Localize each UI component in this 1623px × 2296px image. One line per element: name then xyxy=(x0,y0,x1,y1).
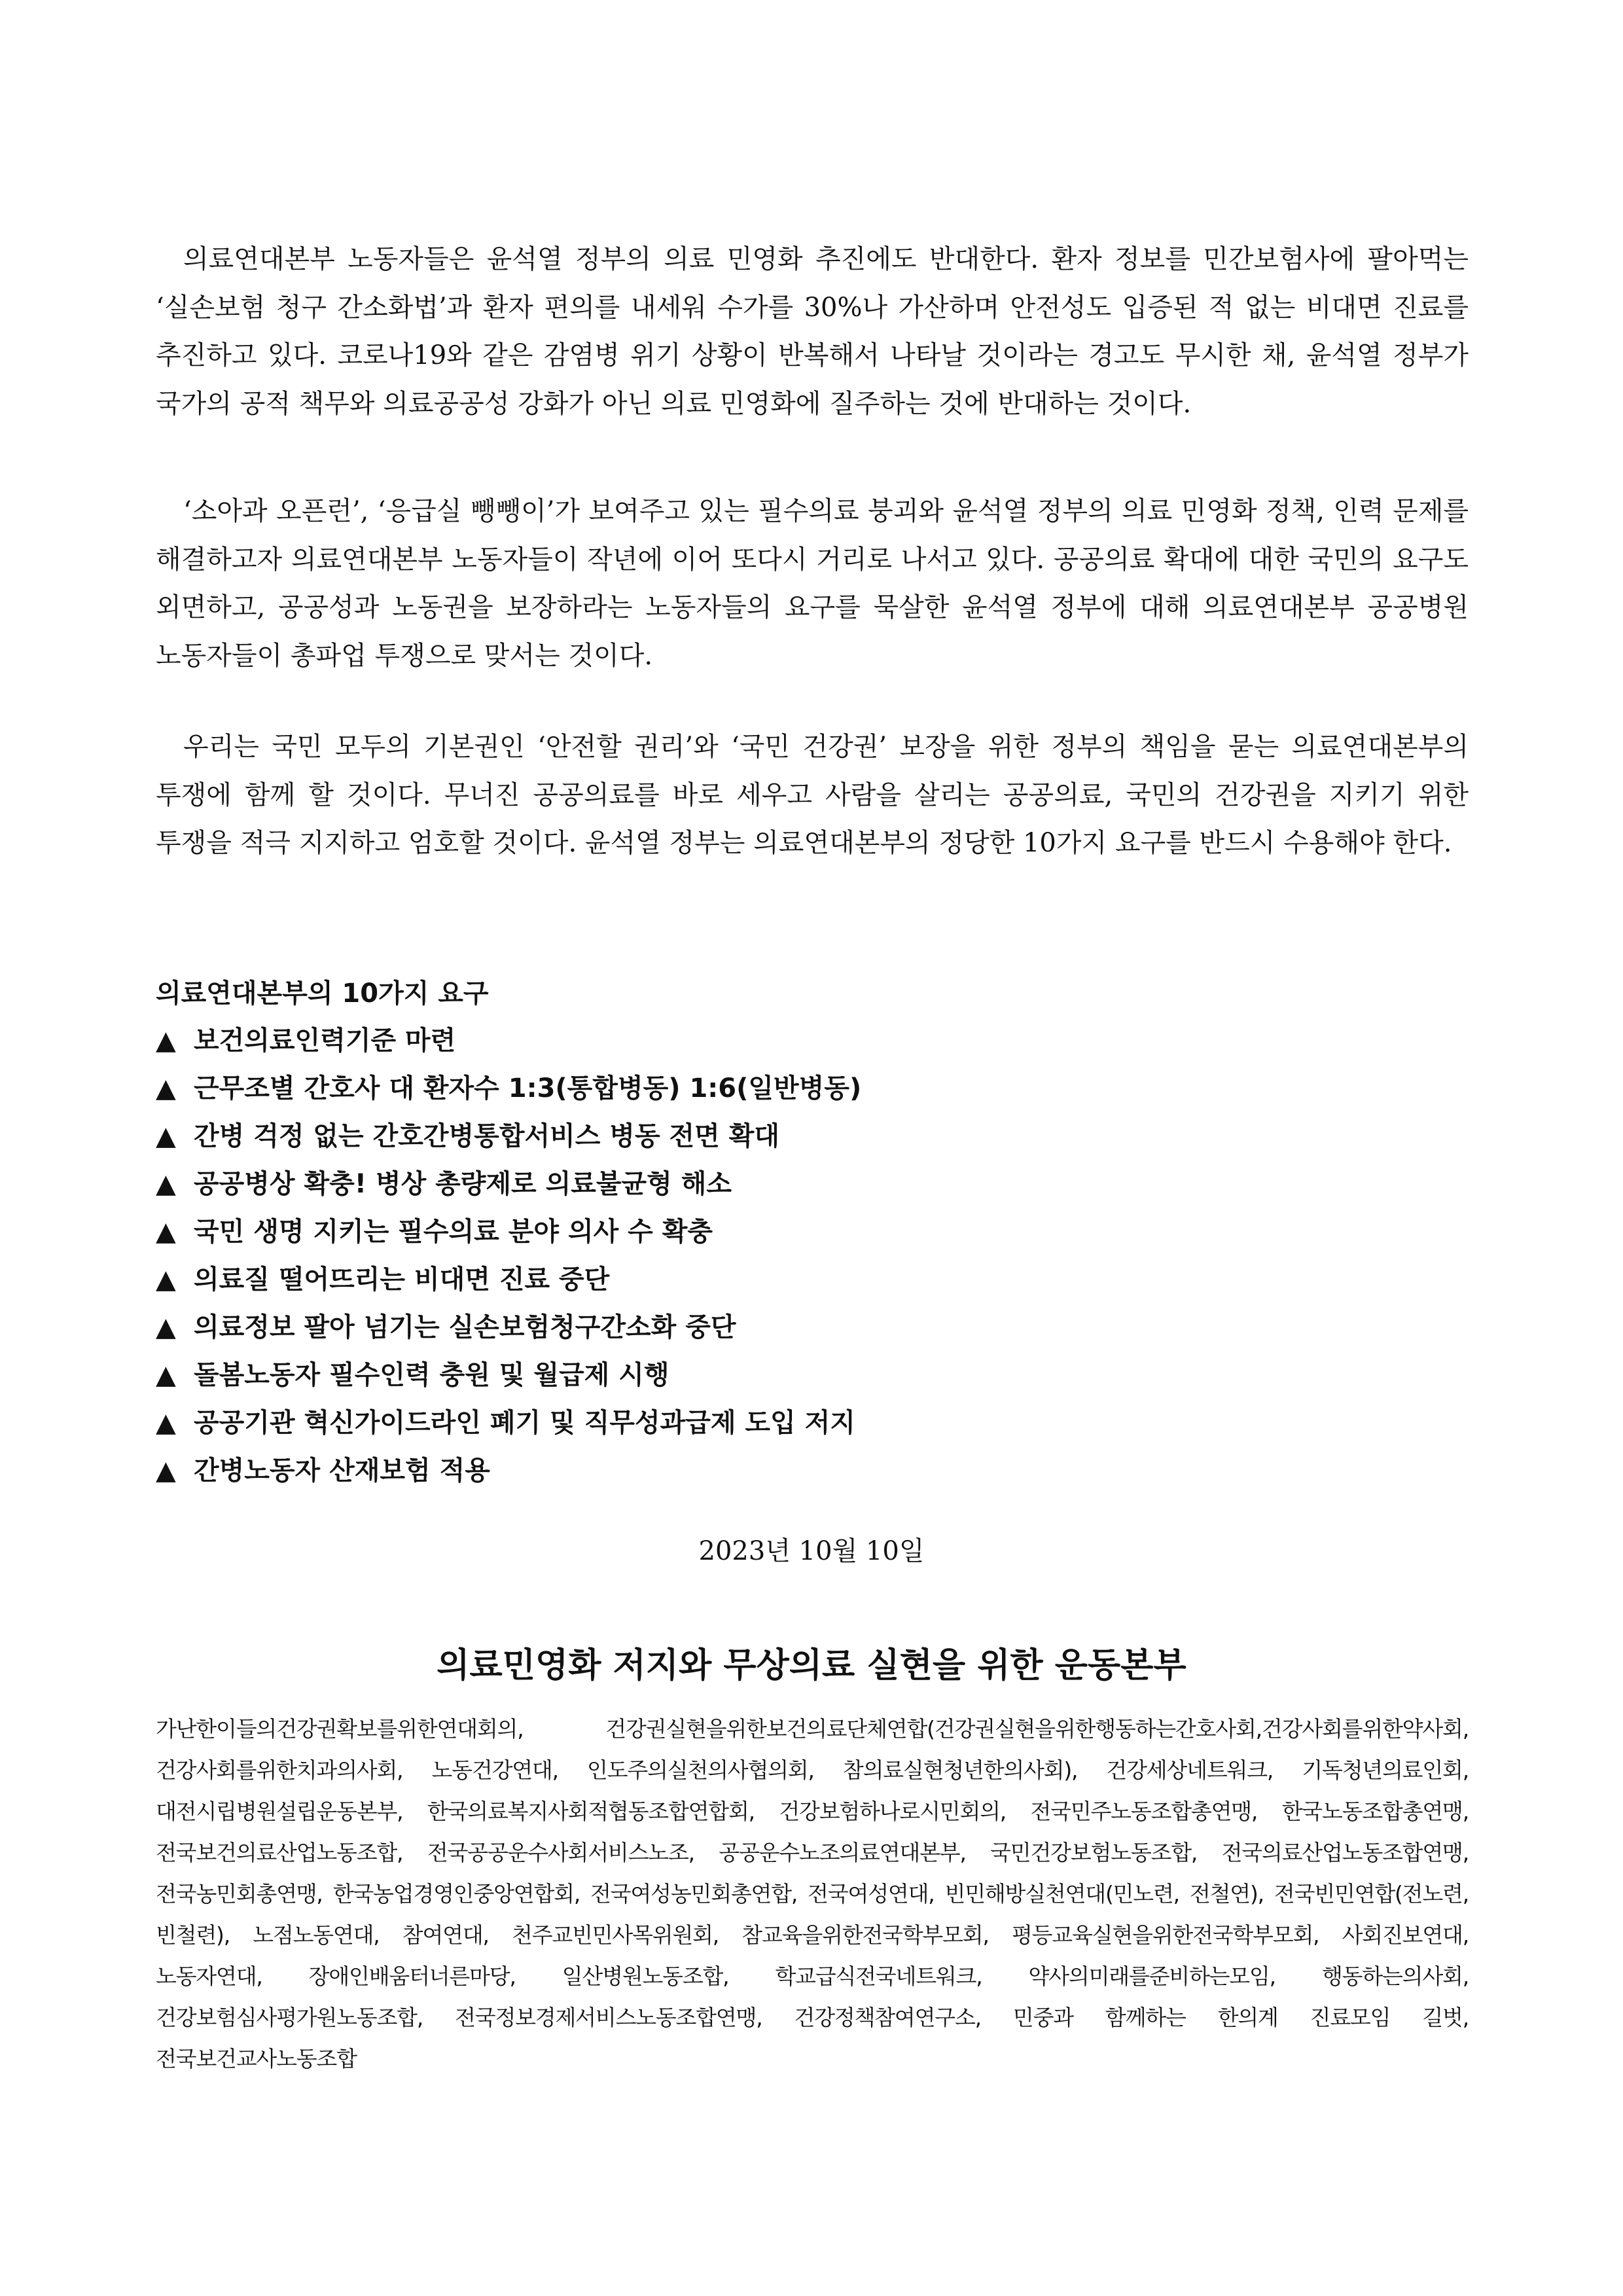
demand-item xyxy=(156,1065,1469,1113)
body-paragraph: 의료연대본부 노동자들은 윤석열 정부의 의료 민영화 추진에도 반대한다. 환자 정보를 민간보험사에 팔아먹는 ‘실손보험 청구 간소화법’과 환자 편의를 내세워 수가를 30%나 가산하며 안전성도 입증된 적 없는 비대면 진료를 추진하고 있다. 코로나19와 같은 감염병 위기 상황이 반복해서 나타날 것이라는 경고도 무시한 채, 윤석열 정부가 국가의 공적 책무와 의료공공성 강화가 아닌 의료 민영화에 질주하는 것에 반대하는 것이다. xyxy=(156,244,1469,419)
demand-item xyxy=(156,1352,1469,1399)
triangle-bullet-icon: ▲ xyxy=(156,1217,176,1247)
triangle-bullet-icon: ▲ xyxy=(156,1312,176,1342)
organization-title: 의료민영화 저지와 무상의료 실현을 위한 운동본부 xyxy=(437,1646,1186,1685)
demand-text: 국민 생명 지키는 필수의료 분야 의사 수 확충 xyxy=(194,1217,713,1247)
demand-text: 근무조별 간호사 대 환자수 1:3(통합병동) 1:6(일반병동) xyxy=(194,1073,862,1103)
demand-text: 간병노동자 산재보험 적용 xyxy=(194,1456,490,1486)
triangle-bullet-icon: ▲ xyxy=(156,1169,176,1199)
triangle-bullet-icon: ▲ xyxy=(156,1121,176,1151)
demands-section xyxy=(156,970,1469,1495)
body-paragraph: ‘소아과 오픈런’, ‘응급실 뺑뺑이’가 보여주고 있는 필수의료 붕괴와 윤석열 정부의 의료 민영화 정책, 인력 문제를 해결하고자 의료연대본부 노동자들이 작년에 이어 또다시 거리로 나서고 있다. 공공의료 확대에 대한 국민의 요구도 외면하고, 공공성과 노동권을 보장하라는 노동자들의 요구를 묵살한 윤석열 정부에 대해 의료연대본부 공공병원 노동자들이 총파업 투쟁으로 맞서는 것이다. xyxy=(156,496,1469,671)
body-paragraph: 우리는 국민 모두의 기본권인 ‘안전할 권리’와 ‘국민 건강권’ 보장을 위한 정부의 책임을 묻는 의료연대본부의 투쟁에 함께 할 것이다. 무너진 공공의료를 바로 세우고 사람을 살리는 공공의료, 국민의 건강권을 지키기 위한 투쟁을 적극 지지하고 엄호할 것이다. 윤석열 정부는 의료연대본부의 정당한 10가지 요구를 반드시 수용해야 한다. xyxy=(156,732,1469,858)
demand-text: 공공기관 혁신가이드라인 폐기 및 직무성과급제 도입 저지 xyxy=(194,1408,855,1438)
demand-text: 돌봄노동자 필수인력 충원 및 월급제 시행 xyxy=(194,1360,669,1390)
demand-item xyxy=(156,1113,1469,1160)
member-organizations: 가난한이들의건강권확보를위한연대회의, 건강권실현을위한보건의료단체연합(건강권실현을위한행동하는간호사회,건강사회를위한약사회, 건강사회를위한치과의사회, 노동건강연대, 인도주의실천의사협의회, 참의료실현청년한의사회), 건강세상네트워크, 기독청년의료인회, 대전시립병원설립운동본부, 한국의료복지사회적협동조합연합회, 건강보험하나로시민회의, 전국민주노동조합총연맹, 한국노동조합총연맹, 전국보건의료산업노동조합, 전국공공운수사회서비스노조, 공공운수노조의료연대본부, 국민건강보험노동조합, 전국의료산업노동조합연맹, 전국농민회총연맹, 한국농업경영인중앙연합회, 전국여성농민회총연합, 전국여성연대, 빈민해방실천연대(민노련, 전철연), 전국빈민연합(전노련, 빈철련), 노점노동연대, 참여연대, 천주교빈민사목위원회, 참교육을위한전국학부모회, 평등교육실현을위한전국학부모회, 사회진보연대, 노동자연대, 장애인배움터너른마당, 일산병원노동조합, 학교급식전국네트워크, 약사의미래를준비하는모임, 행동하는의사회, 건강보험심사평가원노동조합, 전국정보경제서비스노동조합연맹, 건강정책참여연구소, 민중과 함께하는 한의계 진료모임 길벗, 전국보건교사노동조합 xyxy=(156,1716,1469,2072)
triangle-bullet-icon: ▲ xyxy=(156,1073,176,1103)
triangle-bullet-icon: ▲ xyxy=(156,1456,176,1486)
triangle-bullet-icon: ▲ xyxy=(156,1360,176,1390)
demand-item xyxy=(156,1447,1469,1495)
demand-item xyxy=(156,1256,1469,1304)
demand-item xyxy=(156,1304,1469,1352)
demand-item xyxy=(156,1160,1469,1208)
demand-item xyxy=(156,1017,1469,1065)
demand-list xyxy=(156,1017,1469,1495)
demand-text: 공공병상 확충! 병상 총량제로 의료불균형 해소 xyxy=(194,1169,732,1199)
demands-title: 의료연대본부의 10가지 요구 xyxy=(156,978,489,1009)
demand-item xyxy=(156,1399,1469,1447)
triangle-bullet-icon: ▲ xyxy=(156,1026,176,1056)
triangle-bullet-icon: ▲ xyxy=(156,1265,176,1295)
demand-text: 보건의료인력기준 마련 xyxy=(194,1026,456,1056)
demand-text: 간병 걱정 없는 간호간병통합서비스 병동 전면 확대 xyxy=(194,1121,779,1151)
demand-text: 의료질 떨어뜨리는 비대면 진료 중단 xyxy=(194,1265,610,1295)
triangle-bullet-icon: ▲ xyxy=(156,1408,176,1438)
issue-date: 2023년 10월 10일 xyxy=(698,1536,925,1566)
demand-item xyxy=(156,1208,1469,1256)
demand-text: 의료정보 팔아 넘기는 실손보험청구간소화 중단 xyxy=(194,1312,736,1342)
